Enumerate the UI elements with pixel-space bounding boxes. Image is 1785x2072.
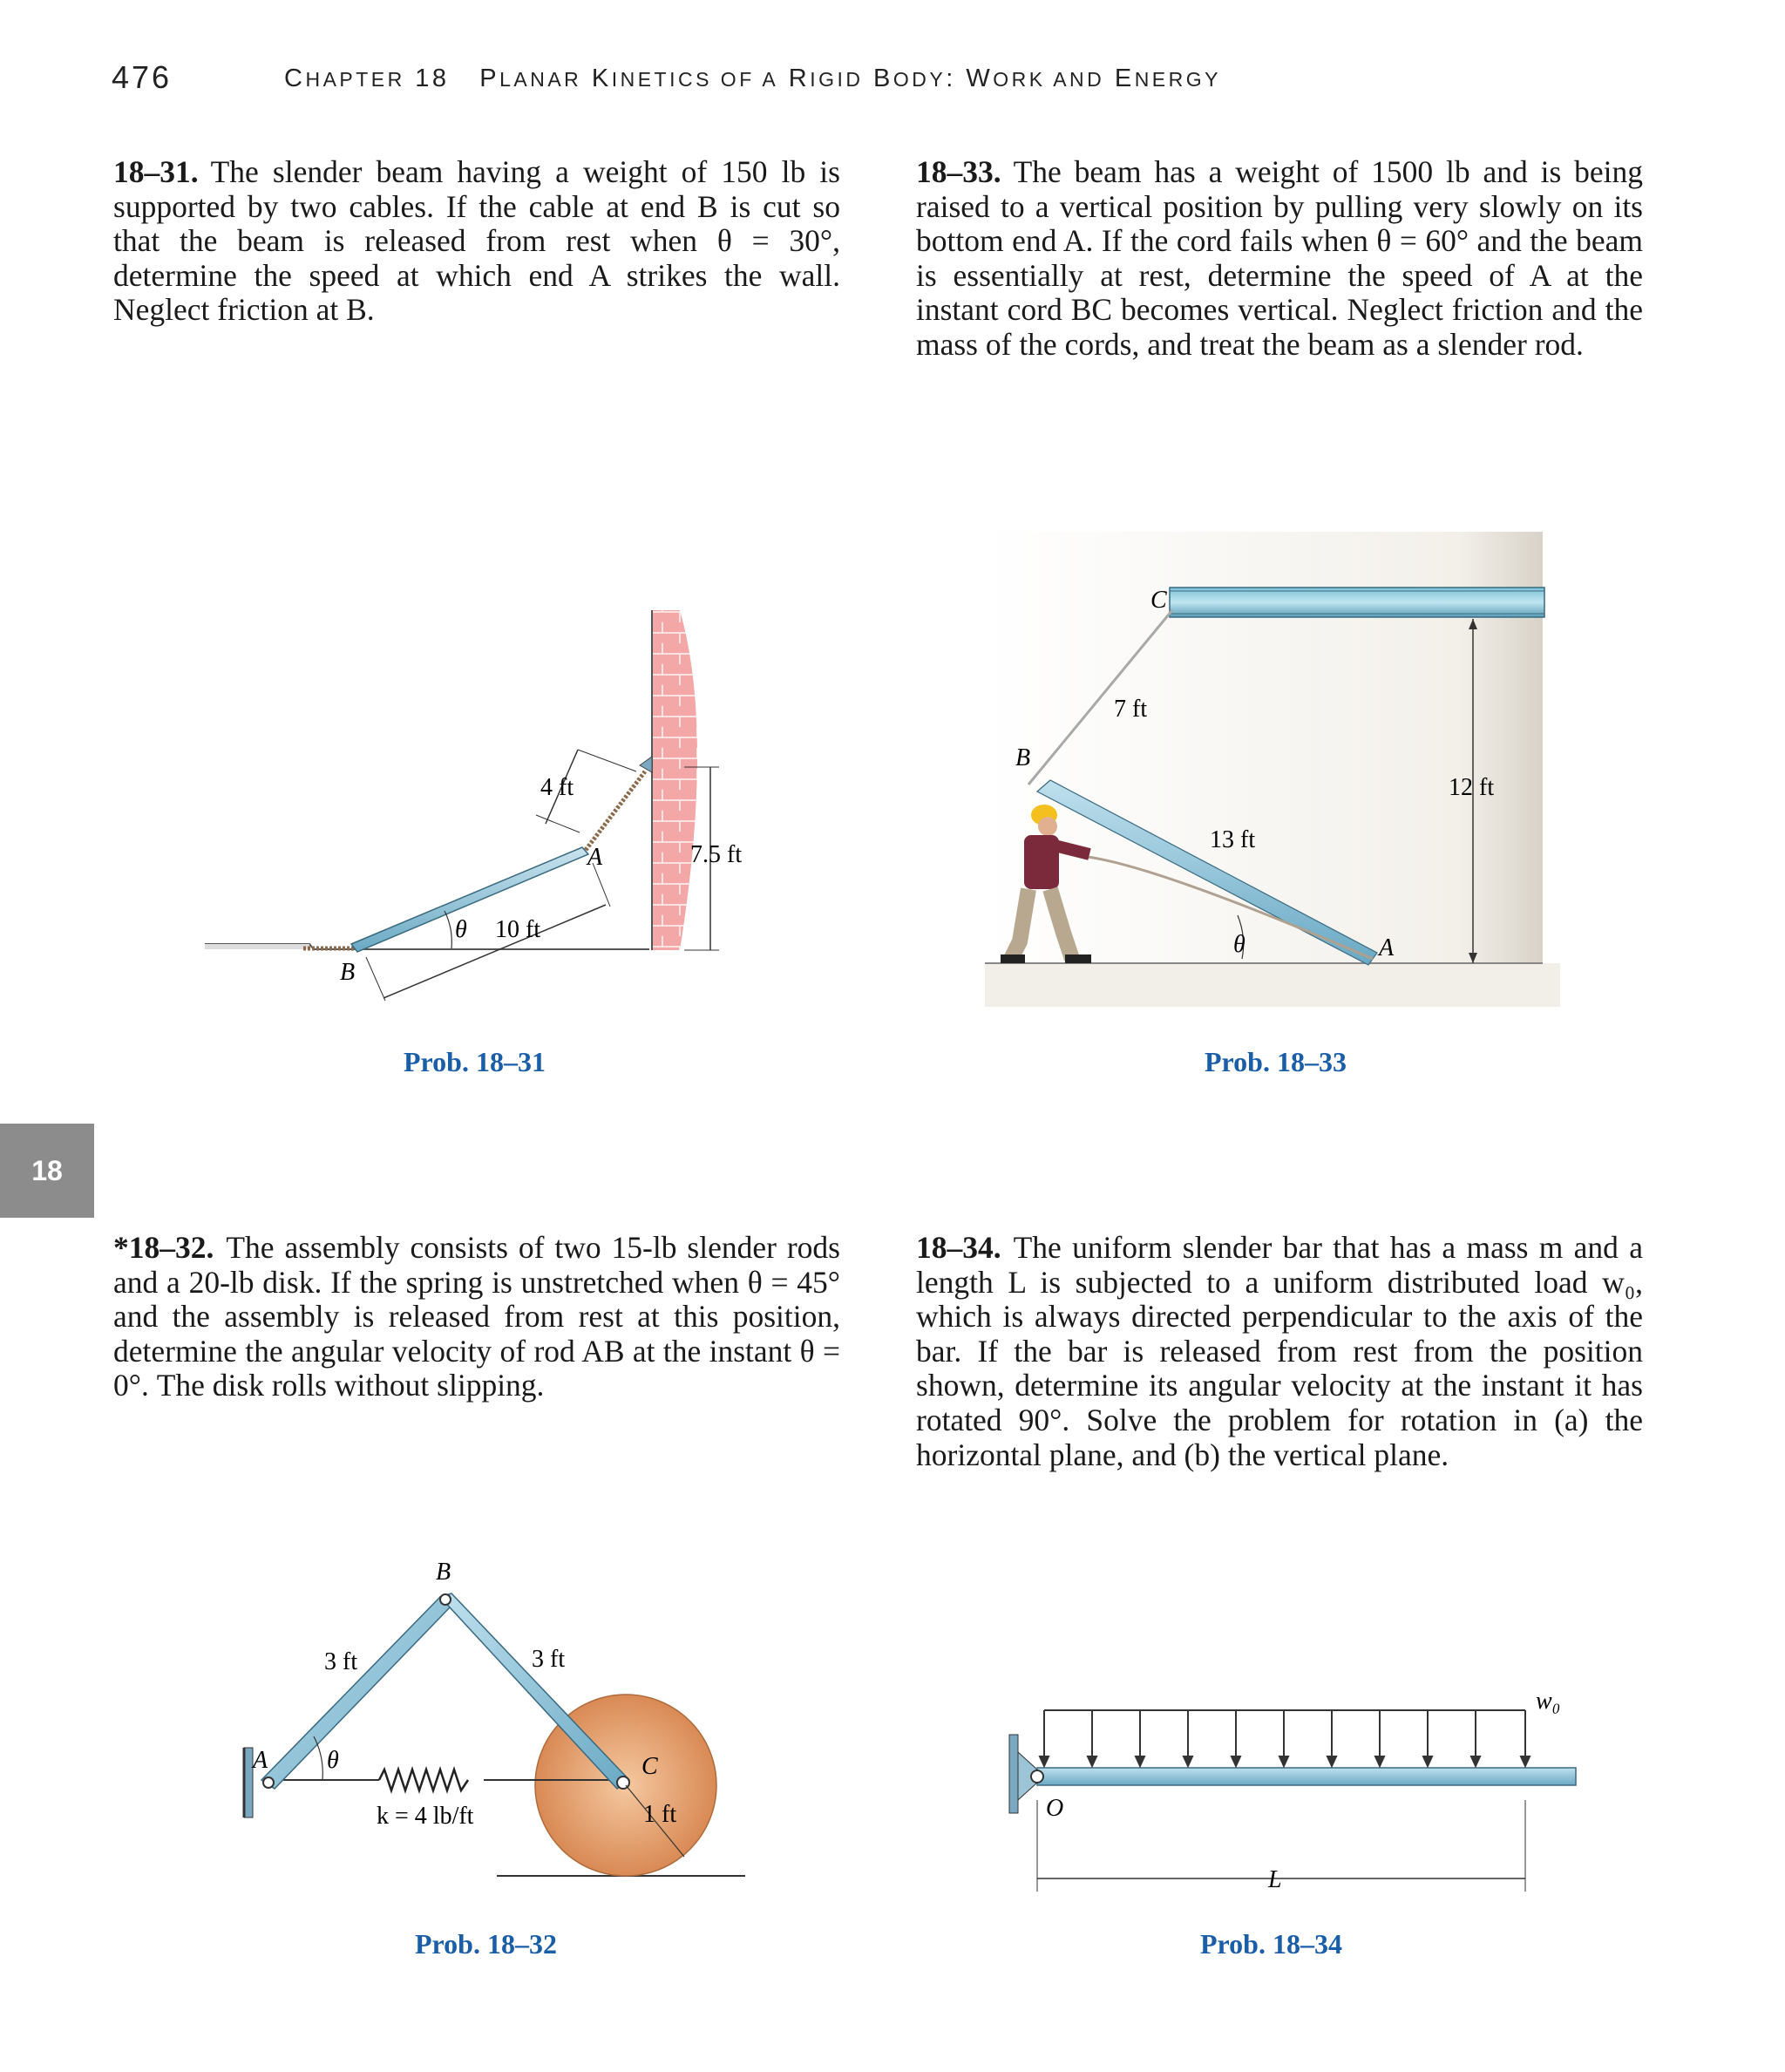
dim-3ft-right: 3 ft (532, 1646, 566, 1673)
dim-10ft: 10 ft (495, 916, 541, 943)
point-b-label: B (340, 959, 356, 986)
problem-statement: The beam has a weight of 1500 lb and is being raised to a vertical position by pulling very slowly on its bottom end A. If the cord fails when θ = 60° and the beam is essentially at rest, determine the speed of A at the instant cord BC becomes vertical. Neglect friction and the mass of the cords, and treat the beam as a slender rod. (916, 154, 1643, 362)
caption-18-34: Prob. 18–34 (1200, 1928, 1342, 1960)
point-a-label: A (587, 844, 603, 871)
dim-12ft: 12 ft (1449, 774, 1495, 801)
load-w0-label: w₀ (1536, 1688, 1561, 1715)
problem-statement: The uniform slender bar that has a mass m and a length L is subjected to a uniform distributed load w₀, which is always directed perpendicular to the axis of the bar. If the bar is released from rest from the position shown, determine its angular velocity at the instant it has rotated 90°. Solve the problem for rotation in (a) the horizontal plane, and (b) the vertical plane. (916, 1230, 1643, 1472)
problem-statement: The assembly consists of two 15-lb slender rods and a 20-lb disk. If the spring is unstretched when θ = 45° and the assembly is released from rest at this position, determine the angular velocity of rod AB at the instant θ = 0°. The disk rolls without slipping. (113, 1230, 840, 1403)
theta-label: θ (455, 916, 467, 943)
point-b-label: B (1015, 744, 1031, 771)
dim-4ft: 4 ft (540, 774, 574, 801)
point-c-label: C (1150, 587, 1167, 614)
chapter-header: CHAPTER 18 PLANAR KINETICS OF A RIGID BODY: WORK AND ENERGY (284, 65, 1221, 92)
dim-7-5ft: 7.5 ft (690, 841, 743, 868)
chapter-side-tab: 18 (0, 1124, 94, 1218)
caption-18-32: Prob. 18–32 (415, 1928, 557, 1960)
figure-18-33 (976, 532, 1604, 1020)
dim-3ft-left: 3 ft (324, 1648, 358, 1675)
spring-constant-label: k = 4 lb/ft (377, 1803, 474, 1830)
dim-13ft: 13 ft (1210, 826, 1256, 853)
problem-18-33-text (916, 155, 1643, 363)
problem-number: *18–32. (113, 1230, 214, 1265)
figure-18-31 (192, 601, 743, 1020)
caption-18-31: Prob. 18–31 (404, 1046, 546, 1077)
point-c-label: C (641, 1753, 658, 1780)
problem-number: 18–34. (916, 1230, 1001, 1265)
theta-label: θ (327, 1747, 339, 1774)
problem-18-34-text (916, 1231, 1643, 1472)
point-b-label: B (436, 1559, 451, 1586)
length-l-label: L (1268, 1866, 1282, 1893)
dim-7ft: 7 ft (1114, 696, 1148, 723)
point-o-label: O (1046, 1795, 1064, 1822)
problem-statement: The slender beam having a weight of 150 lb is supported by two cables. If the cable at end B is cut so that the beam is released from rest when θ = 30°, determine the speed at which end A strikes the wall. Neglect friction at B. (113, 154, 840, 328)
figure-18-32 (227, 1552, 767, 1918)
problem-18-32-text (113, 1231, 840, 1403)
figure-18-34 (985, 1674, 1595, 1900)
problem-number: 18–31. (113, 154, 199, 189)
page-number: 476 (112, 59, 173, 95)
problem-18-31-text (113, 155, 840, 328)
theta-label: θ (1233, 931, 1245, 958)
dim-radius-1ft: 1 ft (643, 1801, 677, 1828)
caption-18-33: Prob. 18–33 (1205, 1046, 1347, 1077)
problem-number: 18–33. (916, 154, 1001, 189)
point-a-label: A (253, 1747, 268, 1774)
point-a-label: A (1379, 934, 1395, 961)
